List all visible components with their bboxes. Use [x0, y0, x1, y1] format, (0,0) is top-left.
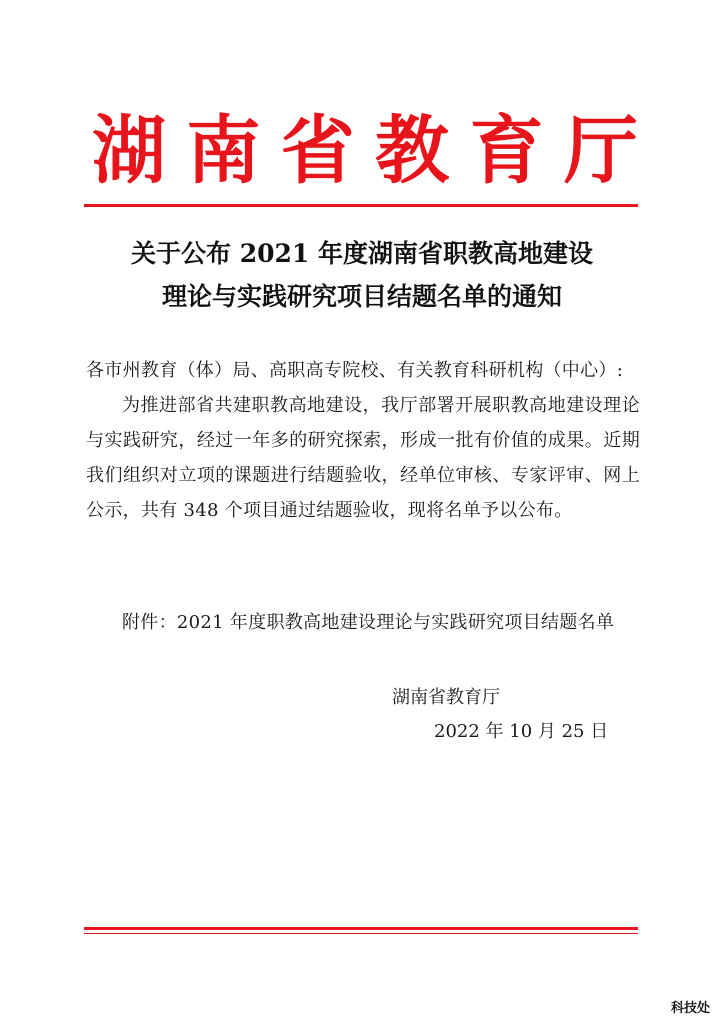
- letterhead-char: 厅: [563, 108, 638, 194]
- salutation: 各市州教育（体）局、高职高专院校、有关教育科研机构（中心）:: [86, 360, 624, 381]
- attachment-note: 附件：2021 年度职教高地建设理论与实践研究项目结题名单: [122, 612, 615, 633]
- signature-organization: 湖南省教育厅: [392, 687, 500, 708]
- document-title-line: 理论与实践研究项目结题名单的通知: [161, 282, 562, 311]
- document-title: [0, 232, 724, 318]
- letterhead-char: 育: [469, 108, 544, 194]
- letterhead-char: 湖: [92, 108, 166, 194]
- footer-rule-thin: [84, 933, 638, 934]
- body-paragraph: 为推进部省共建职教高地建设，我厅部署开展职教高地建设理论与实践研究，经过一年多的研究探索，形成一批有价值的成果。近期我们组织对立项的课题进行结题验收，经单位审核、专家评审、网上公示，共有 348 个项目通过结题验收，现将名单予以公布。: [86, 395, 640, 521]
- letterhead-title: [92, 108, 638, 194]
- letterhead-char: 教: [375, 108, 450, 194]
- letterhead-rule: [84, 204, 638, 207]
- signature-date: 2022 年 10 月 25 日: [434, 721, 609, 742]
- footer-rule-thick: [84, 927, 638, 930]
- document-title-line: 关于公布 2021 年度湖南省职教高地建设: [131, 239, 593, 268]
- letterhead-char: 省: [280, 108, 355, 194]
- footer-rule: [84, 927, 638, 934]
- letterhead-char: 南: [186, 108, 261, 194]
- watermark-text: 科技处: [670, 1001, 710, 1016]
